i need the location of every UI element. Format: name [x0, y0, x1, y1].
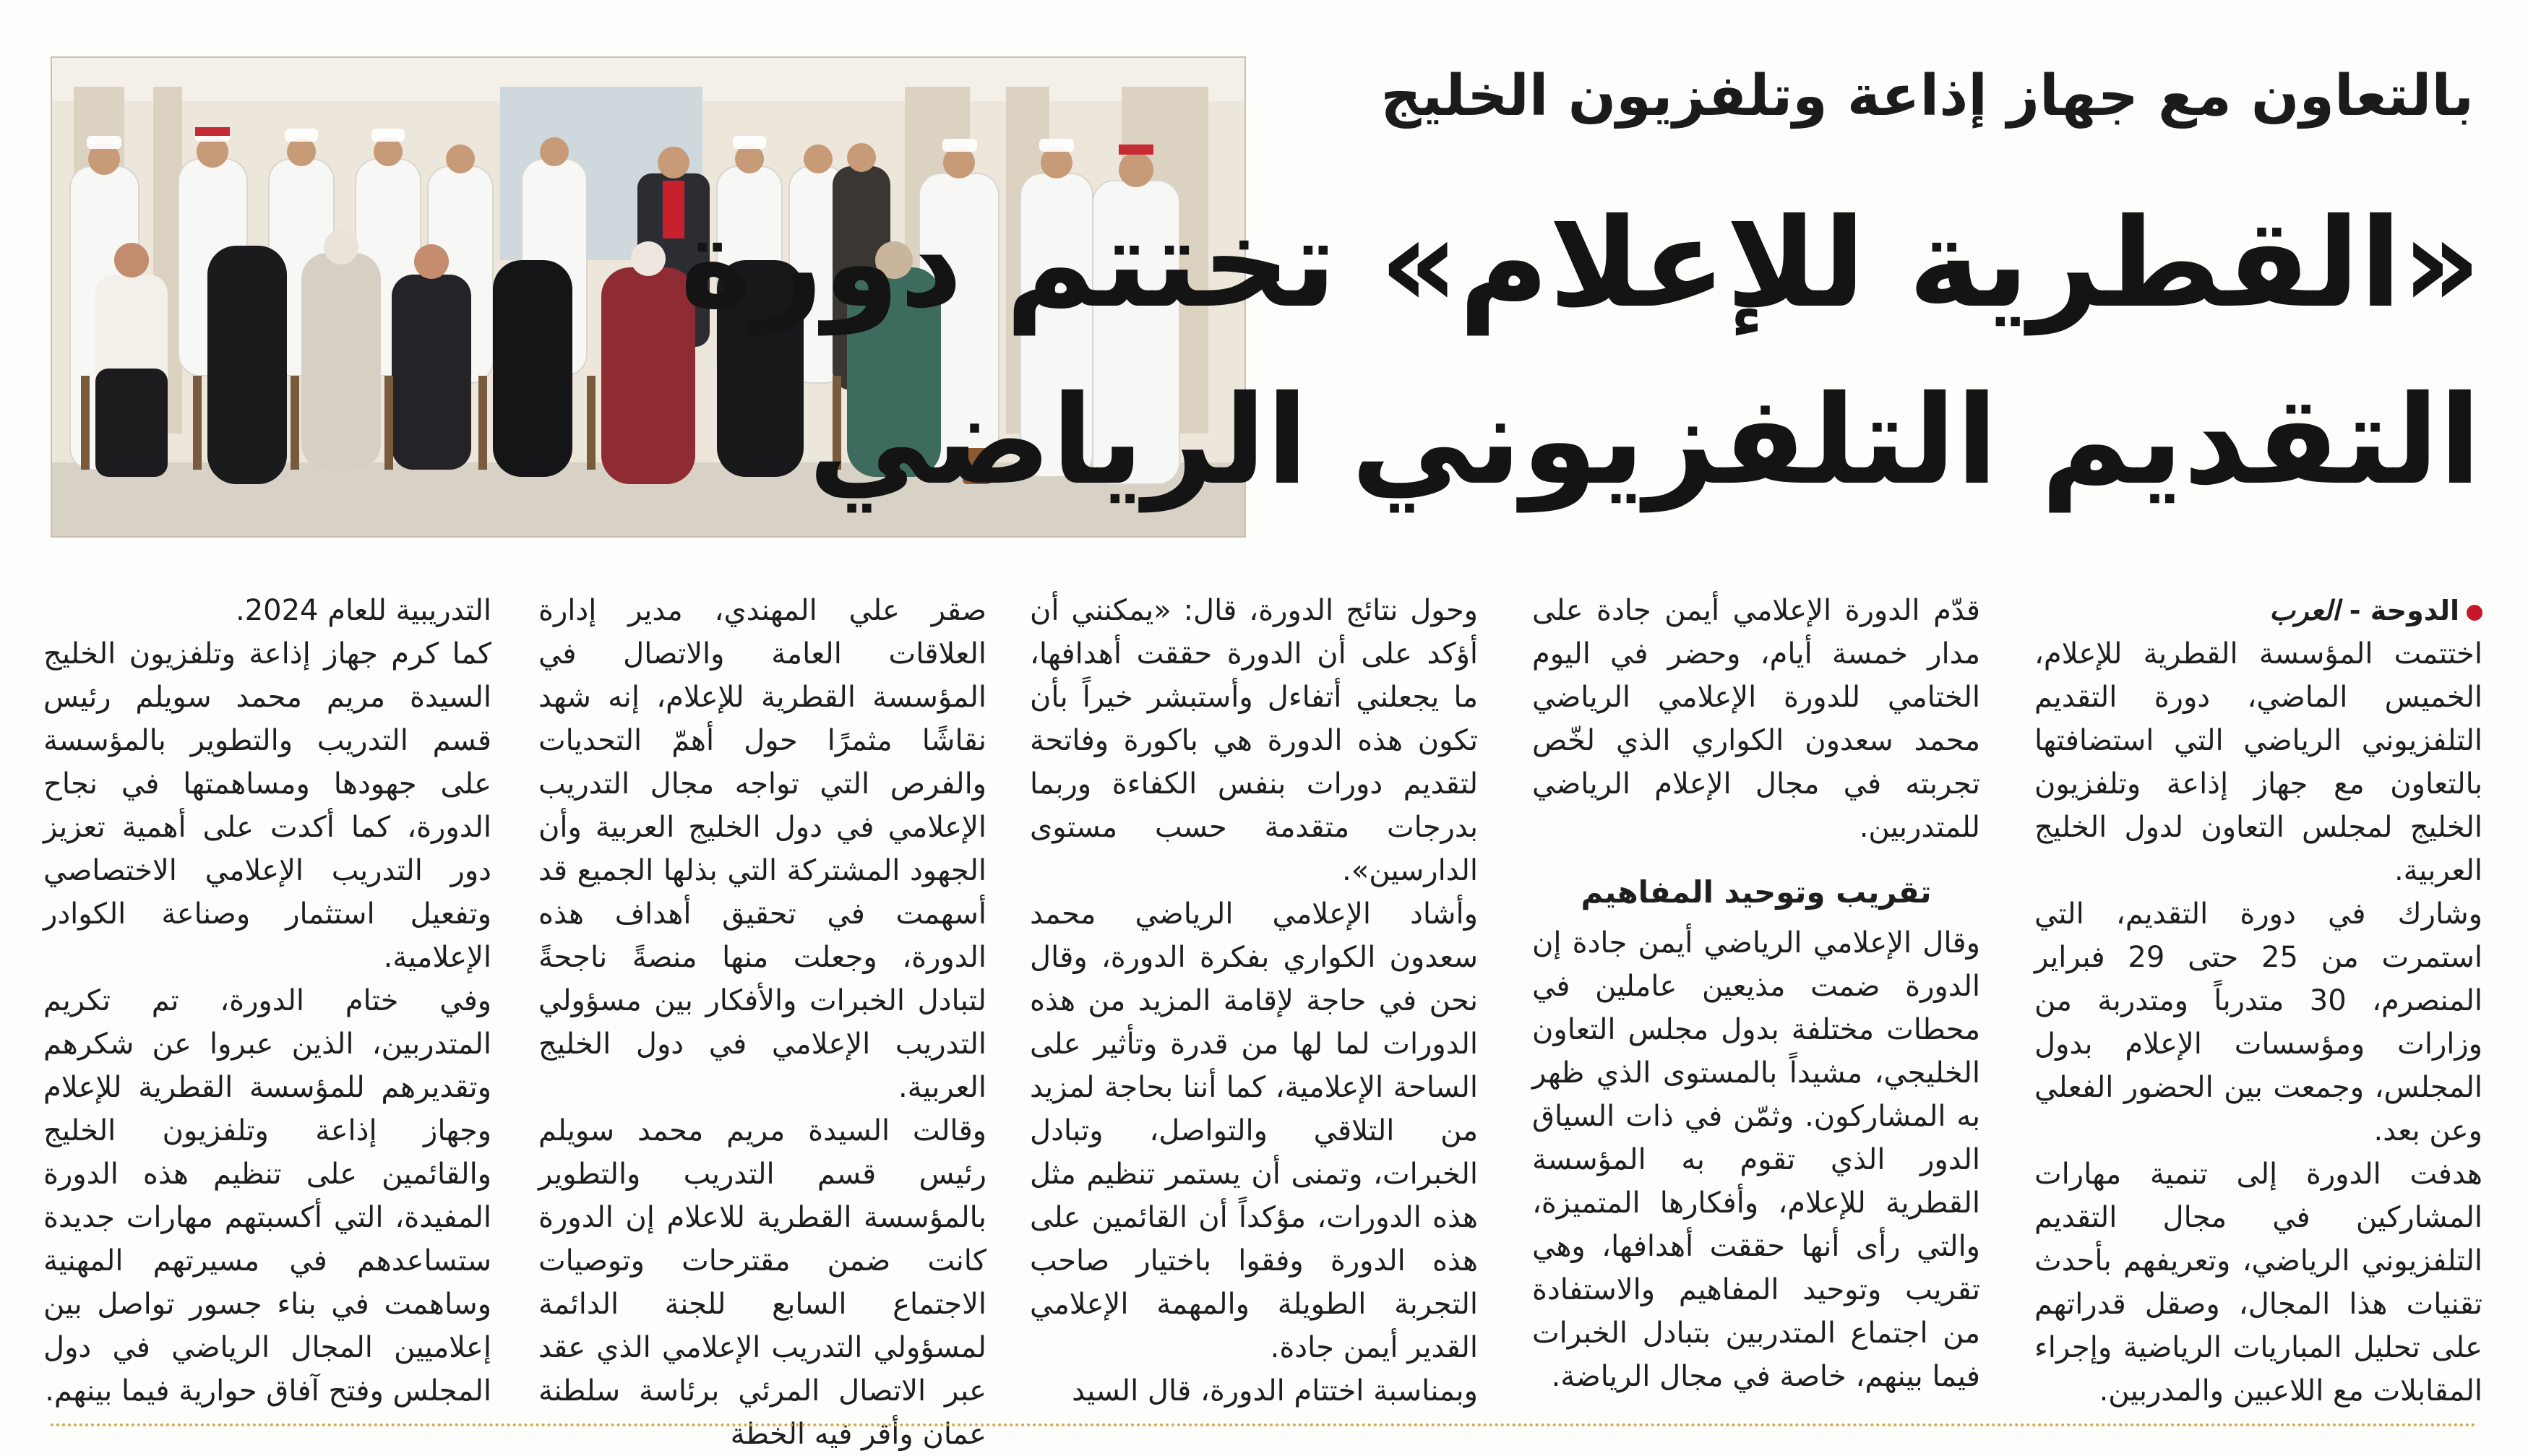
- paragraph: اختتمت المؤسسة القطرية للإعلام، الخميس الماضي، دورة التقديم التلفزيوني الرياضي التي استضافتها بالتعاون مع جهاز إذاعة وتلفزيون الخليج لمجلس التعاون لدول الخليج العربية.: [2034, 637, 2482, 887]
- article-column-5: [43, 589, 491, 1408]
- paragraph: وفي ختام الدورة، تم تكريم المتدربين، الذين عبروا عن شكرهم وتقديرهم للمؤسسة القطرية للإعلام وجهاز إذاعة وتلفزيون الخليج والقائمين على تنظيم هذه الدورة المفيدة، التي أكسبتهم مهارات جديدة ستساعدهم في مسيرتهم المهنية وساهمت في بناء جسور تواصل بين إعلاميين المجال الرياضي في دول المجلس وفتح آفاق حوارية فيما بينهم.: [43, 984, 491, 1408]
- article-column-4: [538, 589, 986, 1451]
- paragraph: قدّم الدورة الإعلامي أيمن جادة على مدار خمسة أيام، وحضر في اليوم الختامي للدورة الإعلامي الرياضي محمد سعدون الكواري الذي لخّص تجربته في مجال الإعلام الرياضي للمتدربين.: [1532, 594, 1980, 844]
- kicker-headline: بالتعاون مع جهاز إذاعة وتلفزيون الخليج: [1380, 64, 2474, 129]
- paragraph: هدفت الدورة إلى تنمية مهارات المشاركين في مجال التقديم التلفزيوني الرياضي، وتعريفهم بأحدث تقنيات هذا المجال، وصقل قدراتهم على تحليل المباريات الرياضية وإجراء المقابلات مع اللاعبين والمدربين.: [2034, 1158, 2482, 1408]
- paragraph: وشارك في دورة التقديم، التي استمرت من 25 حتى 29 فبراير المنصرم، 30 متدرباً ومتدربة من وزارات ومؤسسات الإعلام بدول المجلس، وجمعت بين الحضور الفعلي وعن بعد.: [2034, 897, 2482, 1147]
- article-column-2: [1532, 589, 1980, 1398]
- paragraph: التدريبية للعام 2024.: [235, 594, 491, 627]
- dateline: [2034, 589, 2482, 632]
- newspaper-logo: العرب: [2269, 595, 2340, 626]
- paragraph: وأشاد الإعلامي الرياضي محمد سعدون الكواري بفكرة الدورة، وقال نحن في حاجة لإقامة المزيد من هذه الدورات لما لها من قدرة وتأثير على الساحة الإعلامية، كما أننا بحاجة لمزيد من التلاقي والتواصل، وتبادل الخبرات، وتمنى أن يستمر تنظيم مثل هذه الدورات، مؤكداً أن القائمين على هذه الدورة وفقوا باختيار صاحب التجربة الطويلة والمهمة الإعلامي القدير أيمن جادة.: [1030, 897, 1478, 1364]
- paragraph: وبمناسبة اختتام الدورة، قال السيد: [1072, 1374, 1478, 1408]
- paragraph: وقالت السيدة مريم محمد سويلم رئيس قسم التدريب والتطوير بالمؤسسة القطرية للاعلام إن الدورة كانت ضمن مقترحات وتوصيات الاجتماع السابع للجنة الدائمة لمسؤولي التدريب الإعلامي الذي عقد عبر الاتصال المرئي برئاسة سلطنة عمان وأقر فيه الخطة: [538, 1114, 986, 1451]
- bottom-dotted-divider: [51, 1423, 2477, 1426]
- red-dot-icon: [2467, 605, 2482, 621]
- paragraph: وقال الإعلامي الرياضي أيمن جادة إن الدورة ضمت مذيعين عاملين في محطات مختلفة بدول مجلس التعاون الخليجي، مشيداً بالمستوى الذي ظهر به المشاركون. وثمّن في ذات السياق الدور الذي تقوم به المؤسسة القطرية للإعلام، وأفكارها المتميزة، والتي رأى أنها حققت أهدافها، وهي تقريب وتوحيد المفاهيم والاستفادة من اجتماع المتدربين بتبادل الخبرات فيما بينهم، خاصة في مجال الرياضة.: [1532, 926, 1980, 1393]
- article-column-3: [1030, 589, 1478, 1408]
- article-column-1: [2034, 589, 2482, 1408]
- paragraph: وحول نتائج الدورة، قال: «يمكنني أن أؤكد على أن الدورة حققت أهدافها، ما يجعلني أتفاءل وأستبشر خيراً بأن تكون هذه الدورة هي باكورة وفاتحة لتقديم دورات بنفس الكفاءة وربما بدرجات متقدمة حسب مستوى الدارسين».: [1030, 594, 1478, 887]
- main-headline-line-2: التقديم التلفزيوني الرياضي: [808, 369, 2481, 512]
- dateline-place: الدوحة -: [2349, 595, 2459, 626]
- paragraph: كما كرم جهاز إذاعة وتلفزيون الخليج السيدة مريم محمد سويلم رئيس قسم التدريب والتطوير بالمؤسسة على جهودها ومساهمتها في نجاح الدورة، كما أكدت على أهمية تعزيز دور التدريب الإعلامي الاختصاصي وتفعيل استثمار وصناعة الكوادر الإعلامية.: [43, 637, 491, 974]
- section-subheading: تقريب وتوحيد المفاهيم: [1581, 874, 1932, 910]
- paragraph: صقر علي المهندي، مدير إدارة العلاقات العامة والاتصال في المؤسسة القطرية للإعلام، إنه شهد نقاشًا مثمرًا حول أهمّ التحديات والفرص التي تواجه مجال التدريب الإعلامي في دول الخليج العربية وأن الجهود المشتركة التي بذلها الجميع قد أسهمت في تحقيق أهداف هذه الدورة، وجعلت منها منصةً ناجحةً لتبادل الخبرات والأفكار بين مسؤولي التدريب الإعلامي في دول الخليج العربية.: [538, 594, 986, 1104]
- main-headline-line-1: «القطرية للإعلام» تختتم دورة: [679, 192, 2481, 335]
